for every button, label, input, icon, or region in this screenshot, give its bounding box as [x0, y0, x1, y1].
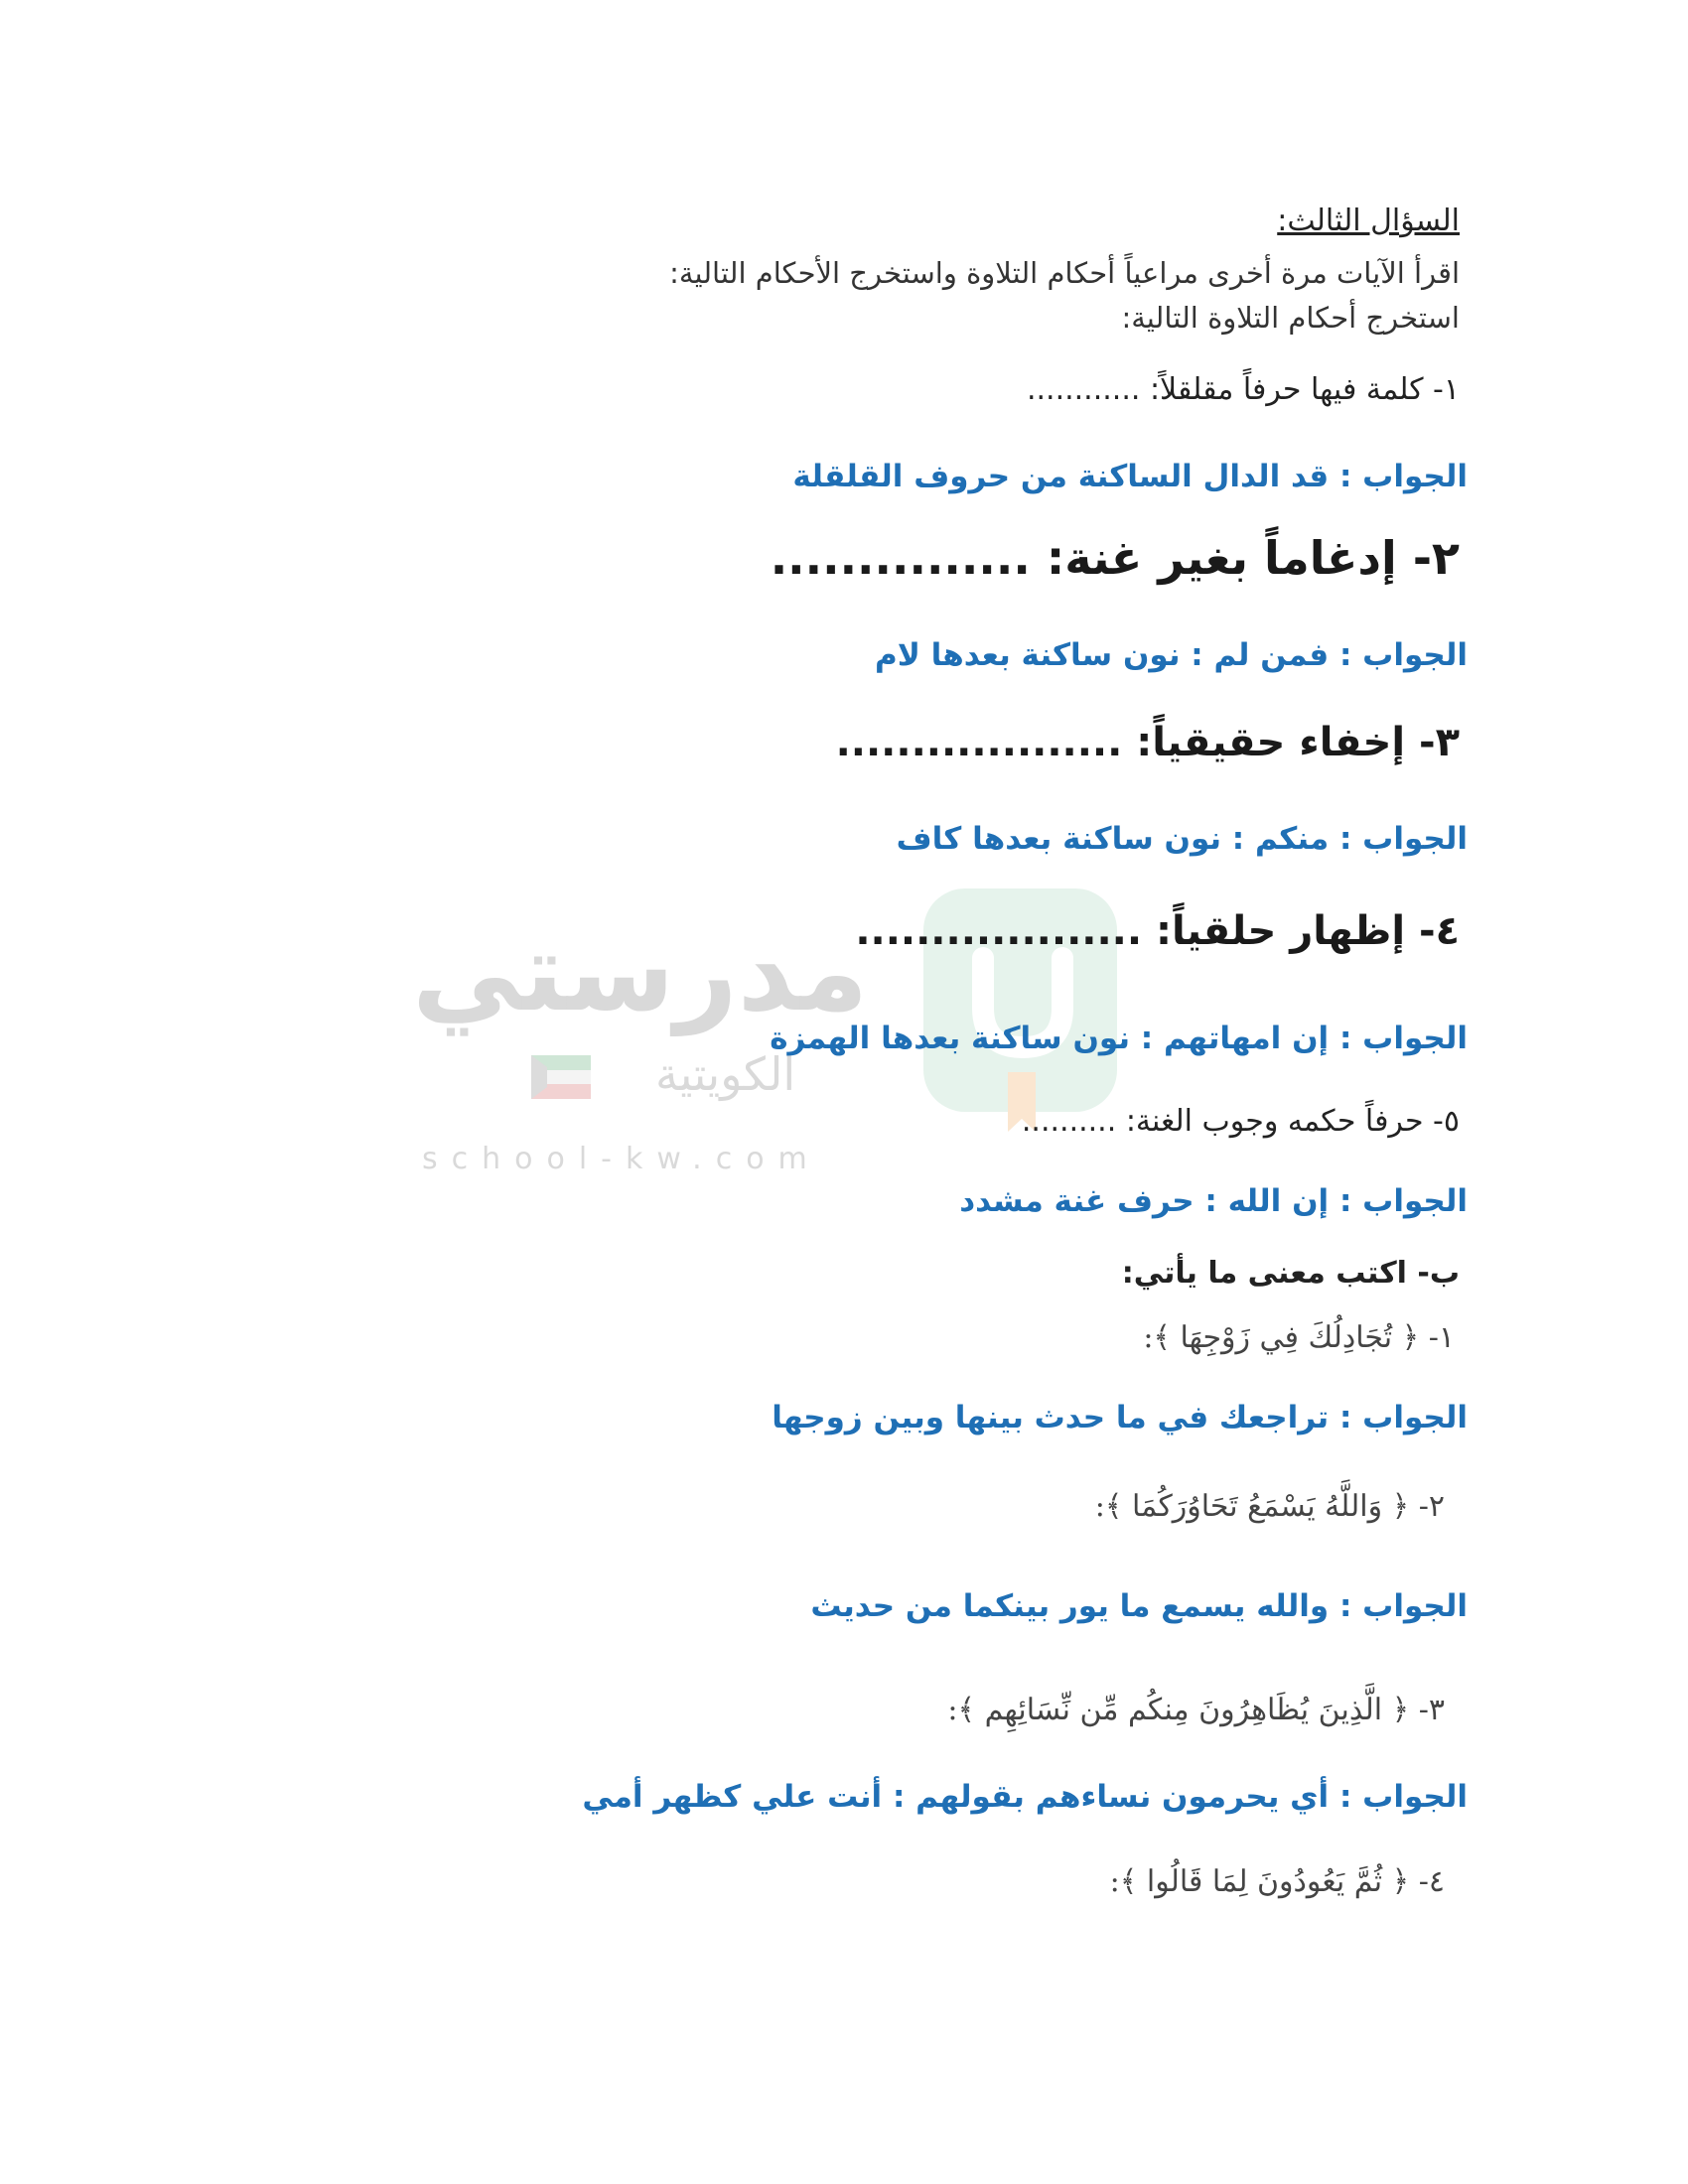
item-2-label: ٢- إدغاماً بغير غنة: — [1046, 531, 1460, 585]
item-4-label: ٤- إظهار حلقياً: — [1155, 908, 1460, 954]
verse-2: ٢- ﴿ وَاللَّهُ يَسْمَعُ تَحَاوُرَكُمَا ﴾: — [1094, 1489, 1445, 1524]
part-b-title: ب- اكتب معنى ما يأتي: — [1121, 1256, 1460, 1291]
verse-1: ١- ﴿ تُجَادِلُكَ فِي زَوْجِهَا ﴾: — [1143, 1320, 1455, 1355]
item-1-dots: ............ — [1026, 372, 1141, 407]
item-3-label: ٣- إخفاء حقيقياً: — [1136, 720, 1460, 765]
item-5-label: ٥- حرفاً حكمه وجوب الغنة: — [1125, 1104, 1460, 1139]
item-3-dots: ................... — [835, 720, 1123, 765]
verse-2-answer: الجواب : والله يسمع ما يور بينكما من حديث — [810, 1588, 1468, 1624]
item-5-answer: الجواب : إن الله : حرف غنة مشدد — [959, 1183, 1468, 1219]
watermark-subtitle: الكويتية — [655, 1047, 796, 1101]
item-2 — [771, 531, 1460, 585]
kuwait-flag-icon — [531, 1055, 591, 1099]
item-5-dots: .......... — [1021, 1104, 1117, 1139]
item-4-dots: ................... — [855, 908, 1143, 954]
watermark-url: school-kw.com — [422, 1142, 821, 1176]
verse-3: ٣- ﴿ الَّذِينَ يُظَاهِرُونَ مِنكُم مِّن نِّسَائِهِم ﴾: — [947, 1693, 1445, 1727]
item-1-answer: الجواب : قد الدال الساكنة من حروف القلقلة — [792, 459, 1468, 494]
item-1 — [1027, 372, 1460, 407]
instruction-line-1: اقرأ الآيات مرة أخرى مراعياً أحكام التلاوة واستخرج الأحكام التالية: — [669, 256, 1460, 290]
verse-4: ٤- ﴿ ثُمَّ يَعُودُونَ لِمَا قَالُوا ﴾: — [1109, 1864, 1445, 1899]
item-4 — [855, 908, 1460, 954]
item-3 — [836, 720, 1460, 765]
item-1-label: ١- كلمة فيها حرفاً مقلقلاً: — [1149, 372, 1460, 407]
verse-1-answer: الجواب : تراجعك في ما حدث بينها وبين زوجها — [772, 1400, 1468, 1435]
verse-3-answer: الجواب : أي يحرمون نساءهم بقولهم : أنت علي كظهر أمي — [582, 1779, 1468, 1815]
item-3-answer: الجواب : منكم : نون ساكنة بعدها كاف — [896, 821, 1468, 857]
item-2-dots: ............... — [770, 531, 1031, 585]
watermark-name: مدرستي — [412, 908, 869, 1035]
question-title: السؤال الثالث: — [1277, 204, 1460, 238]
instruction-line-2: استخرج أحكام التلاوة التالية: — [1121, 301, 1460, 335]
item-2-answer: الجواب : فمن لم : نون ساكنة بعدها لام — [874, 637, 1468, 673]
item-4-answer: الجواب : إن امهاتهم : نون ساكنة بعدها الهمزة — [770, 1021, 1468, 1056]
item-5 — [1022, 1104, 1460, 1139]
